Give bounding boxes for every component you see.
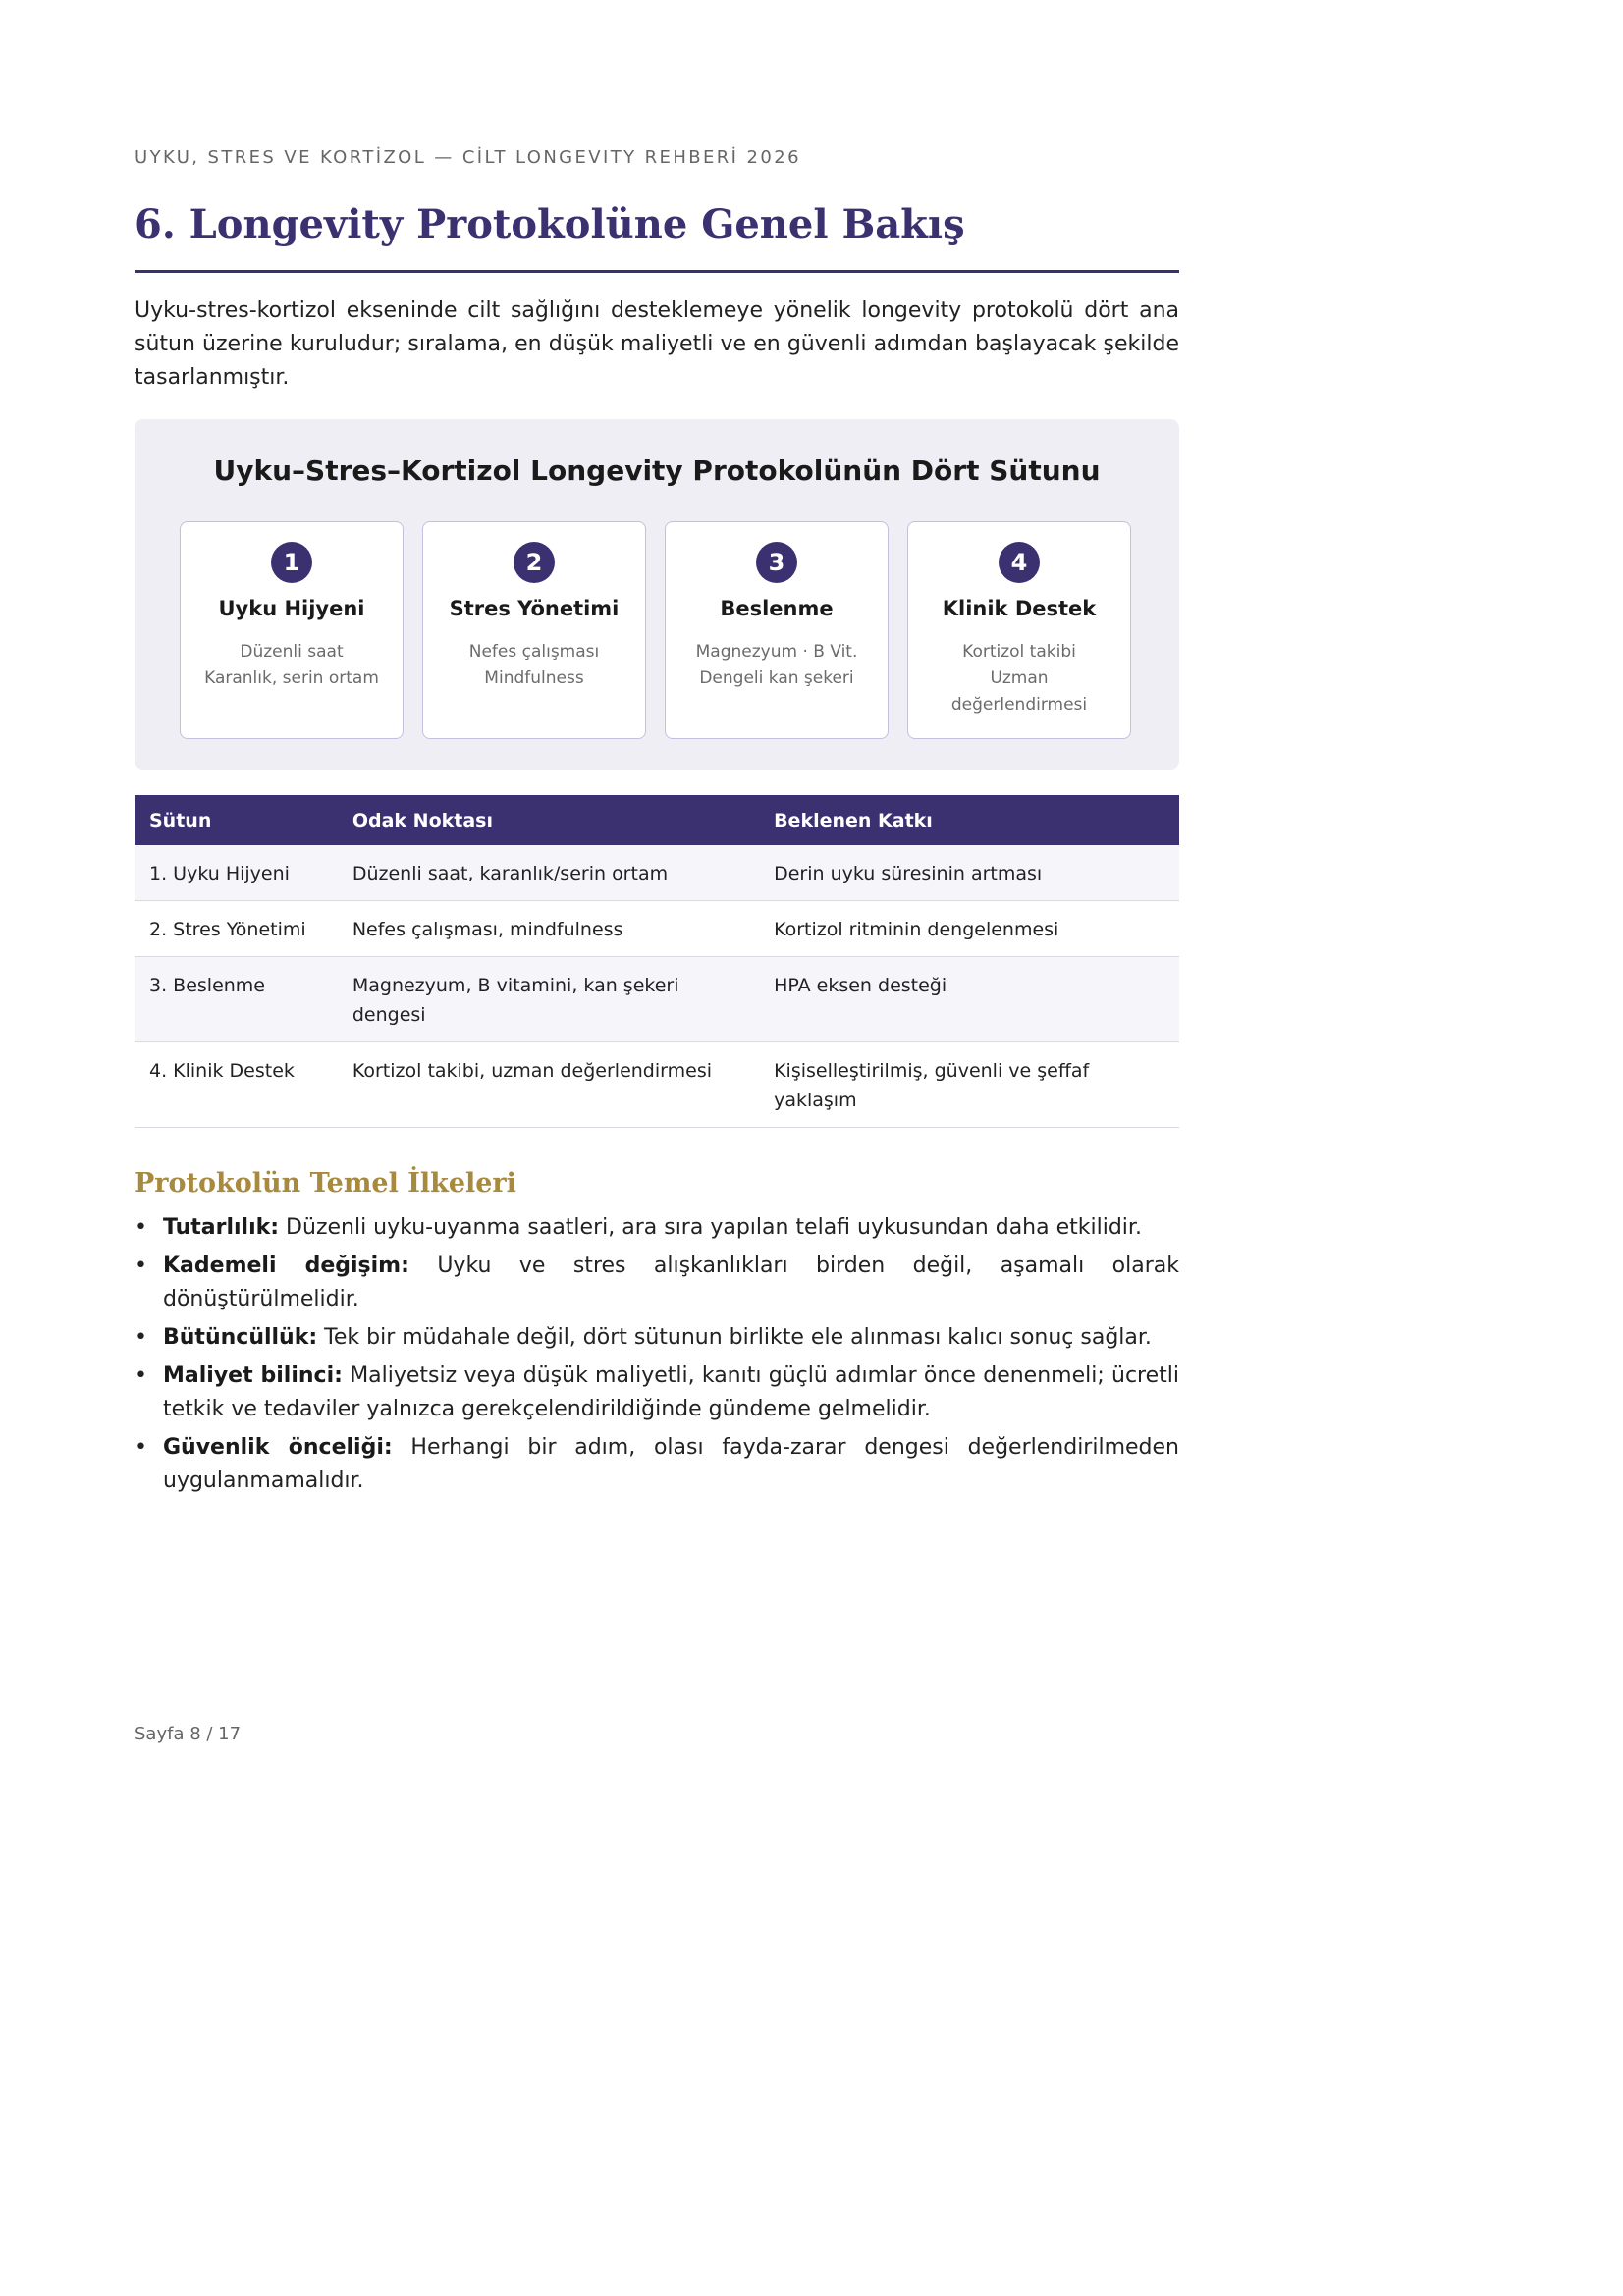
table-cell: 3. Beslenme	[135, 957, 338, 1042]
bullet-icon: •	[135, 1325, 147, 1350]
table-cell: HPA eksen desteği	[759, 957, 1179, 1042]
table-row	[135, 957, 1179, 1042]
table-row	[135, 901, 1179, 957]
pillar-card	[422, 521, 646, 739]
bullet-icon: •	[135, 1215, 147, 1240]
pillar-detail: Nefes çalışması	[468, 642, 600, 662]
principle-term: Kademeli değişim:	[163, 1254, 409, 1278]
table-cell: Kişiselleştirilmiş, güvenli ve şeffaf yaklaşım	[759, 1042, 1179, 1128]
bullet-icon: •	[135, 1435, 147, 1460]
table-cell: Magnezyum, B vitamini, kan şekeri dengesi	[338, 957, 759, 1042]
pillar-title: Stres Yönetimi	[449, 597, 620, 620]
pillars-figure	[135, 419, 1179, 770]
running-header: UYKU, STRES VE KORTİZOL — CİLT LONGEVITY REHBERİ 2026	[135, 147, 801, 168]
table-cell: Düzenli saat, karanlık/serin ortam	[338, 845, 759, 901]
list-item	[135, 1431, 1179, 1498]
list-item	[135, 1360, 1179, 1426]
pillar-title: Uyku Hijyeni	[218, 597, 365, 620]
table-cell: Kortizol ritminin dengelenmesi	[759, 901, 1179, 957]
principle-text: Düzenli uyku-uyanma saatleri, ara sıra yapılan telafi uykusundan daha etkilidir.	[279, 1215, 1142, 1240]
bullet-icon: •	[135, 1254, 147, 1278]
pillar-detail: değerlendirmesi	[950, 695, 1088, 715]
table-cell: 4. Klinik Destek	[135, 1042, 338, 1128]
pillar-detail: Mindfulness	[484, 668, 584, 688]
pillar-title: Beslenme	[720, 597, 834, 620]
pillar-detail: Dengeli kan şekeri	[699, 668, 854, 688]
pillar-title: Klinik Destek	[942, 597, 1097, 620]
pillar-detail: Düzenli saat	[240, 642, 344, 662]
pillars-table	[135, 795, 1179, 1128]
table-cell: Nefes çalışması, mindfulness	[338, 901, 759, 957]
principles-heading: Protokolün Temel İlkeleri	[135, 1168, 516, 1199]
principle-term: Bütüncüllük:	[163, 1325, 318, 1350]
pillar-card	[665, 521, 889, 739]
table-cell: 2. Stres Yönetimi	[135, 901, 338, 957]
principles-list	[135, 1211, 1179, 1503]
pillar-number-badge: 4	[999, 542, 1040, 583]
column-header: Odak Noktası	[338, 795, 759, 845]
pillar-detail: Magnezyum · B Vit.	[695, 642, 858, 662]
principle-text: Uyku ve stres alışkanlıkları birden değil, aşamalı olarak dönüştürülmelidir.	[163, 1254, 1180, 1311]
table-header-row	[135, 795, 1179, 845]
column-header: Beklenen Katkı	[759, 795, 1179, 845]
bullet-icon: •	[135, 1363, 147, 1388]
principle-term: Maliyet bilinci:	[163, 1363, 343, 1388]
principle-term: Tutarlılık:	[163, 1215, 280, 1240]
page-number: Sayfa 8 / 17	[135, 1724, 242, 1744]
principle-term: Güvenlik önceliği:	[163, 1435, 393, 1460]
pillar-detail: Uzman	[990, 668, 1049, 688]
pillar-detail: Karanlık, serin ortam	[204, 668, 379, 688]
table-row	[135, 845, 1179, 901]
pillar-number-badge: 1	[271, 542, 312, 583]
column-header: Sütun	[135, 795, 338, 845]
pillar-number-badge: 2	[514, 542, 555, 583]
list-item	[135, 1321, 1179, 1355]
pillar-card	[180, 521, 404, 739]
figure-title: Uyku–Stres–Kortizol Longevity Protokolünün Dört Sütunu	[213, 454, 1101, 487]
list-item	[135, 1250, 1179, 1316]
title-divider	[135, 270, 1179, 273]
pillar-card	[907, 521, 1131, 739]
list-item	[135, 1211, 1179, 1245]
principle-text: Tek bir müdahale değil, dört sütunun birlikte ele alınması kalıcı sonuç sağlar.	[317, 1325, 1152, 1350]
principle-text: Maliyetsiz veya düşük maliyetli, kanıtı güçlü adımlar önce denenmeli; ücretli tetkik ve tedaviler yalnızca gerekçelendirildiğinde gündeme gelmelidir.	[163, 1363, 1179, 1421]
pillar-number-badge: 3	[756, 542, 797, 583]
table-cell: 1. Uyku Hijyeni	[135, 845, 338, 901]
principle-text: Herhangi bir adım, olası fayda-zarar dengesi değerlendirilmeden uygulanmamalıdır.	[163, 1435, 1179, 1493]
section-title: 6. Longevity Protokolüne Genel Bakış	[135, 201, 965, 247]
pillar-detail: Kortizol takibi	[962, 642, 1076, 662]
table-cell: Kortizol takibi, uzman değerlendirmesi	[338, 1042, 759, 1128]
intro-paragraph: Uyku-stres-kortizol ekseninde cilt sağlığını desteklemeye yönelik longevity protokolü dört ana sütun üzerine kuruludur; sıralama, en düşük maliyetli ve en güvenli adımdan başlayacak şekilde tasarlanmıştır.	[135, 298, 1179, 390]
table-row	[135, 1042, 1179, 1128]
table-cell: Derin uyku süresinin artması	[759, 845, 1179, 901]
